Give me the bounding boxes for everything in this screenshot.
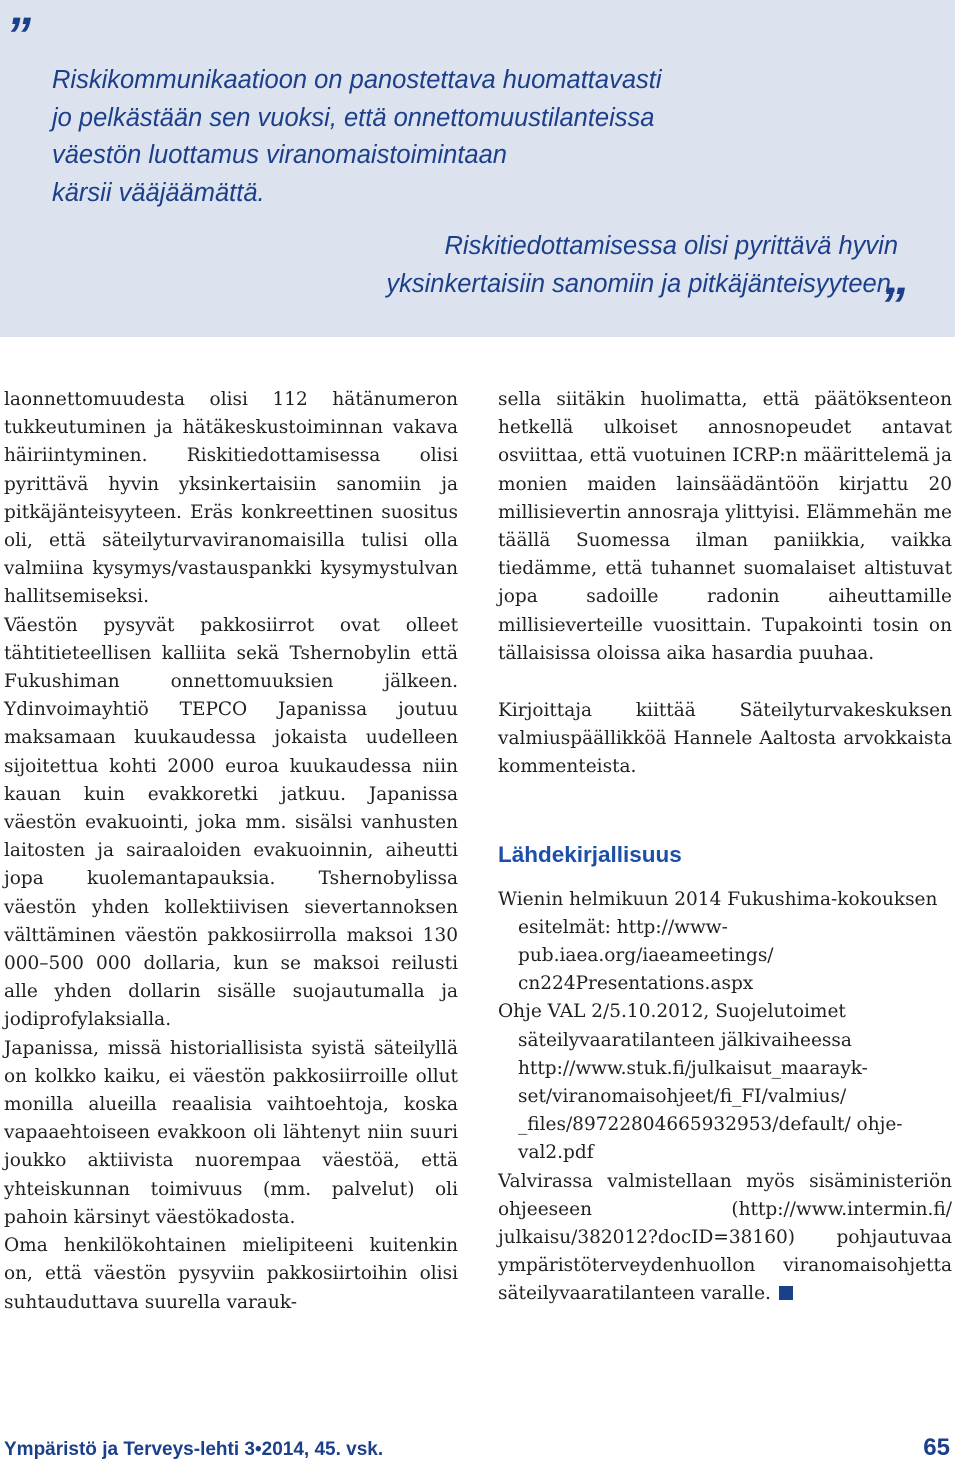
reference-item: Wienin helmikuun 2014 Fukushima-kokouksen esitelmät: http://www-pub.iaea.org/iaeameetings/ cn224Presentations.aspx bbox=[498, 888, 938, 995]
body-paragraph: sella siitäkin huolimatta, että päätöksenteon hetkellä ulkoiset annosnopeudet antavat osviittaa, että vuotuinen ICRP:n määrittelemä ja monien maiden lainsäädäntöön kirjattu 20 millisievertin annosraja ylittyisi. Elämmehän me täällä Suomessa ilman paniikkia, vaikka tiedämme, että tuhannet suomalaiset altistuvat jopa sadoille radonin aiheuttamille millisieverteille vuosittain. Tupakointi tosin on tällaisissa oloissa aika hasardia puuhaa. bbox=[498, 389, 952, 664]
acknowledgement-paragraph: Kirjoittaja kiittää Säteilyturvakeskuksen valmiuspäällikköä Hannele Aaltosta arvokkaista kommenteista. bbox=[498, 700, 952, 778]
quote-line: väestön luottamus viranomaistoimintaan bbox=[52, 141, 507, 169]
body-paragraph: laonnettomuudesta olisi 112 hätänumeron tukkeutuminen ja hätäkeskustoiminnan vakava häiriintyminen. Riskitiedottamisessa olisi pyrittävä hyvin yksinkertaisiin sanomiin ja pitkäjänteisyyteen. Eräs konkreettinen suositus oli, että säteilyturvaviranomaisilla tulisi olla valmiina kysymys/vastauspankki kysymystulvan hallitsemiseksi. bbox=[4, 389, 458, 608]
body-paragraph: Oma henkilökohtainen mielipiteeni kuitenkin on, että väestön pysyviin pakkosiirtoihin olisi suhtauduttava suurella varauk- bbox=[4, 1235, 458, 1313]
right-column bbox=[498, 386, 952, 1309]
closing-paragraph bbox=[498, 1168, 952, 1309]
body-paragraph: Väestön pysyvät pakkosiirrot ovat olleet tähtitieteellisen kalliita sekä Tshernobylin että Fukushiman onnettomuuksien jälkeen. Ydinvoimayhtiö TEPCO Japanissa joutuu maksamaan kuukaudessa jokaista uudelleen sijoitettua kohti 2000 euroa kuukaudessa niin kauan kuin evakkoretki jatkuu. Japanissa väestön evakuointi, joka mm. sisälsi vanhusten laitosten ja sairaaloiden evakuoinnin, aiheutti jopa kuolemantapauksia. Tshernobylissa väestön yhden kollektiivisen sievertannoksen välttäminen väestön pakkosiirrolla maksoi 130 000–500 000 dollaria, kun se maksoi reilusti alle yhden dollarin sisälle suojautumalla ja jodiprofylaksialla. bbox=[4, 614, 458, 1031]
pull-quote-box bbox=[0, 0, 955, 337]
footer-publication: Ympäristö ja Terveys-lehti 3•2014, 45. vsk. bbox=[4, 1439, 384, 1460]
references-heading: Lähdekirjallisuus bbox=[498, 841, 682, 867]
page-number: 65 bbox=[923, 1434, 950, 1461]
close-quote-mark: ” bbox=[880, 277, 905, 333]
quote-line: Riskitiedottamisessa olisi pyrittävä hyvin bbox=[444, 232, 898, 260]
open-quote-mark: ” bbox=[6, 7, 31, 63]
pull-quote-first bbox=[52, 62, 932, 212]
quote-line: yksinkertaisiin sanomiin ja pitkäjänteisyyteen. bbox=[386, 269, 898, 298]
end-mark-icon bbox=[779, 1286, 793, 1300]
pull-quote-second bbox=[330, 228, 898, 303]
quote-line: kärsii vääjäämättä. bbox=[52, 178, 265, 207]
closing-text: Valvirassa valmistellaan myös sisäministeriön ohjeeseen (http://www.intermin.fi/ julkaisu/382012?docID=38160) pohjautuvaa ympäristöterveydenhuollon viranomaisohjetta säteilyvaaratilanteen varalle. bbox=[498, 1170, 952, 1305]
quote-line: Riskikommunikaatioon on panostettava huomattavasti bbox=[52, 66, 662, 94]
left-column bbox=[4, 386, 458, 1317]
quote-line: jo pelkästään sen vuoksi, että onnettomuustilanteissa bbox=[52, 103, 655, 132]
reference-item: Ohje VAL 2/5.10.2012, Suojelutoimet säteilyvaaratilanteen jälkivaiheessa http://www.stuk.fi/julkaisut_maarayk-set/viranomaisohjeet/fi_FI/valmius/ _files/89722804665932953/default/ ohje-val2.pdf bbox=[498, 1001, 903, 1164]
body-paragraph: Japanissa, missä historiallisista syistä säteilyllä on kolkko kaiku, ei väestön pakkosiirroille ollut monilla alueilla reaalisia vaihtoehtoja, koska vapaaehtoiseen evakkoon oli lähtenyt niin suuri joukko aktiivista nuorempaa väestöä, että yhteiskunnan toimivuus (mm. palvelut) oli pahoin kärsinyt väestökadosta. bbox=[4, 1037, 458, 1228]
